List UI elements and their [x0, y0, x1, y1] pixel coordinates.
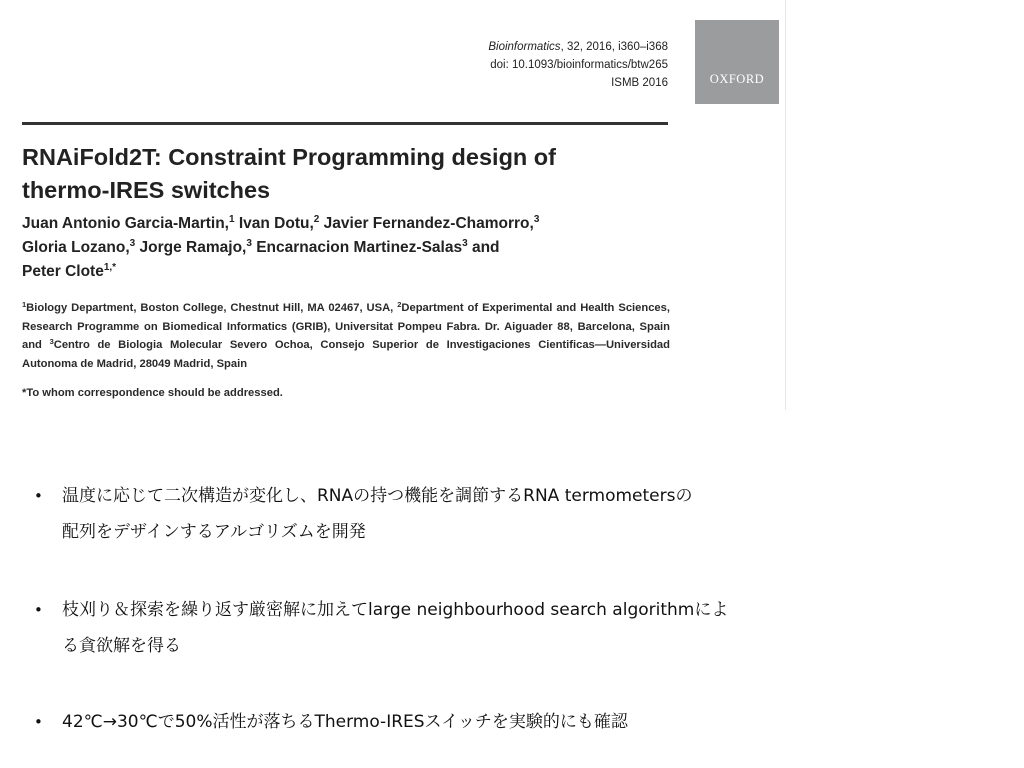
author-sup: 3: [246, 238, 252, 249]
oxford-logo: [695, 20, 779, 104]
paper-title-line1: RNAiFold2T: Constraint Programming design of: [22, 144, 556, 170]
bullet-line: る貪欲解を得る: [62, 636, 181, 656]
author-name: Gloria Lozano,: [22, 239, 130, 256]
affiliations: [22, 299, 670, 373]
journal-info: [440, 38, 668, 92]
bullet-dot: •: [34, 601, 43, 619]
bullet-line: 42℃→30℃で50%活性が落ちるThermo-IRESスイッチを実験的にも確認: [62, 712, 628, 732]
bullet-line: 温度に応じて二次構造が変化し、RNAの持つ機能を調節するRNA termometersの: [62, 486, 693, 506]
paper-title: [22, 141, 682, 207]
bullet-line: 配列をデザインするアルゴリズムを開発: [62, 522, 366, 542]
author-name: Encarnacion Martinez-Salas: [251, 239, 463, 256]
bullet-item: [34, 592, 728, 664]
paper-title-line2: thermo-IRES switches: [22, 177, 271, 203]
author-sup: 2: [313, 214, 320, 225]
bullet-item: [34, 478, 693, 550]
bullet-dot: •: [34, 713, 43, 731]
affiliation-sup: 2: [397, 300, 402, 309]
author-sup: 3: [533, 214, 540, 225]
author-sup: 1: [228, 214, 235, 225]
image-edge: [785, 0, 786, 410]
affiliation-text: Department of Experimental and Health Sciences, Research Programme on Biomedical Informatics (GRIB), Universitat Pompeu Fabra. Dr. Aiguader 88, Barcelona, Spain and: [22, 302, 670, 351]
conference: ISMB 2016: [611, 77, 668, 89]
oxford-logo-text: OXFORD: [709, 71, 765, 86]
bullet-item: [34, 704, 628, 740]
paper-header-image: [0, 0, 790, 410]
author-name: Juan Antonio Garcia-Martin,: [22, 215, 229, 232]
author-name: Javier Fernandez-Chamorro,: [319, 215, 534, 232]
correspondence-note: *To whom correspondence should be addressed.: [22, 387, 283, 399]
affiliation-text: Centro de Biologia Molecular Severo Ochoa, Consejo Superior de Investigaciones Cientificas—Universidad Autonoma de Madrid, 28049 Madrid, Spain: [22, 339, 670, 370]
journal-name: Bioinformatics: [488, 41, 561, 53]
author-sup: 1,*: [103, 262, 117, 273]
affiliation-sup: 1: [22, 300, 27, 309]
author-sup: 3: [462, 238, 468, 249]
bullet-dot: •: [34, 487, 43, 505]
author-sup: 3: [129, 238, 136, 249]
doi: doi: 10.1093/bioinformatics/btw265: [490, 59, 668, 71]
bullet-line: 枝刈り＆探索を繰り返す厳密解に加えてlarge neighbourhood search algorithmによ: [62, 600, 729, 620]
author-name: Peter Clote: [22, 263, 104, 280]
author-connector: and: [467, 239, 500, 256]
author-name: Jorge Ramajo,: [135, 239, 247, 256]
affiliation-text: Biology Department, Boston College, Chestnut Hill, MA 02467, USA,: [26, 302, 398, 314]
affiliation-sup: 3: [49, 337, 54, 346]
header-rule: [22, 122, 668, 125]
author-list: [22, 212, 682, 284]
author-name: Ivan Dotu,: [234, 215, 314, 232]
journal-volume: , 32, 2016, i360–i368: [560, 41, 668, 53]
